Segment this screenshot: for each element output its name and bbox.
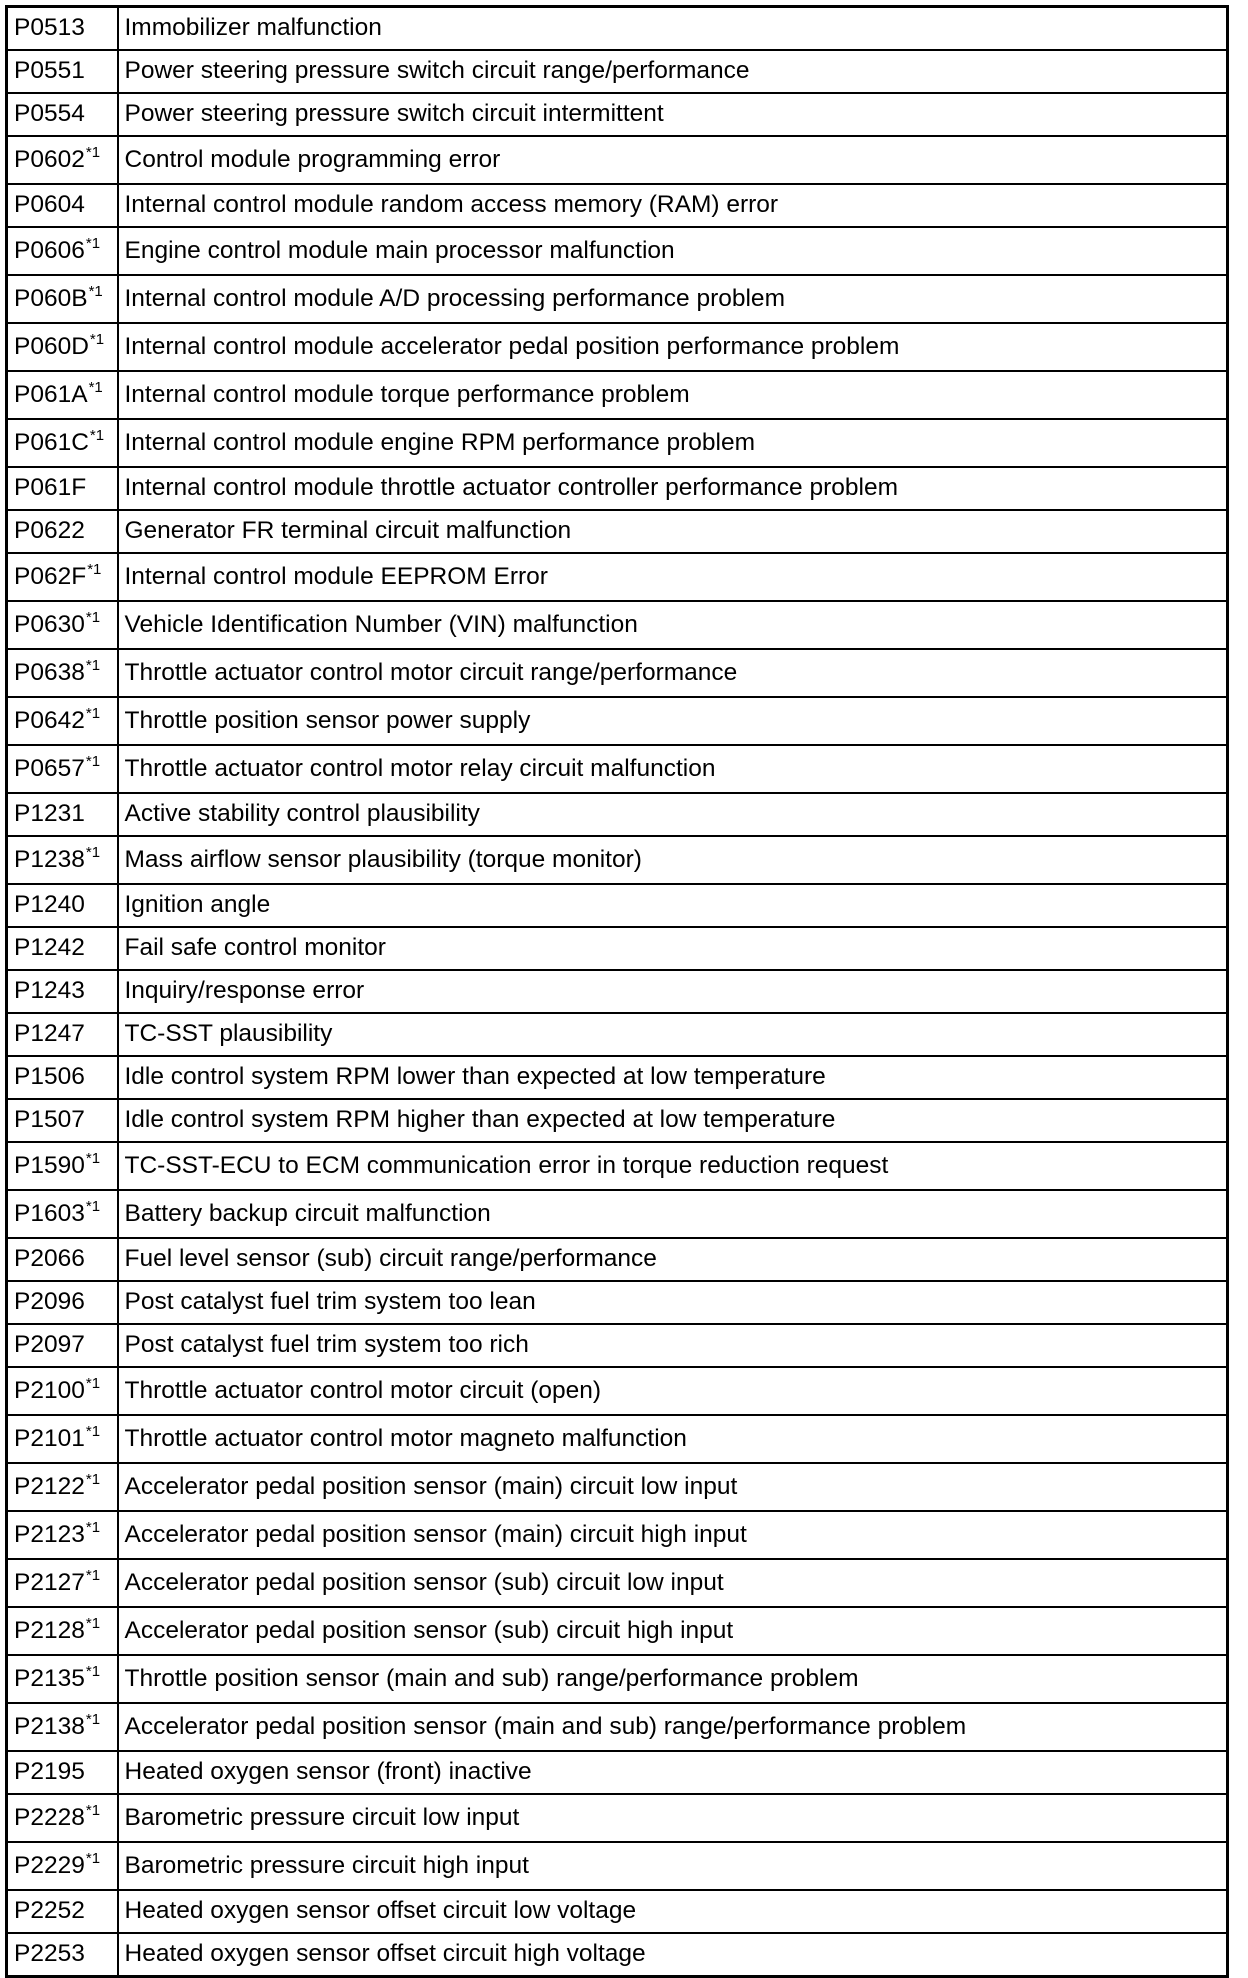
table-row <box>7 1238 1228 1281</box>
dtc-code: P2252 <box>14 1897 85 1925</box>
dtc-description: Internal control module torque performance problem <box>118 371 1228 419</box>
dtc-code-cell <box>7 1842 118 1890</box>
table-row <box>7 601 1228 649</box>
dtc-code: P0513 <box>14 14 85 42</box>
dtc-code-cell <box>7 50 118 93</box>
dtc-description: Barometric pressure circuit high input <box>118 1842 1228 1890</box>
dtc-code-cell <box>7 1190 118 1238</box>
table-row <box>7 745 1228 793</box>
dtc-description: Active stability control plausibility <box>118 793 1228 836</box>
dtc-description: TC-SST-ECU to ECM communication error in torque reduction request <box>118 1142 1228 1190</box>
table-row <box>7 1751 1228 1794</box>
dtc-description: Internal control module EEPROM Error <box>118 553 1228 601</box>
table-row <box>7 323 1228 371</box>
dtc-footnote-marker: *1 <box>85 656 101 674</box>
table-row <box>7 275 1228 323</box>
table-row <box>7 1511 1228 1559</box>
dtc-table-body <box>7 7 1228 1977</box>
table-row <box>7 467 1228 510</box>
dtc-code-cell <box>7 1794 118 1842</box>
dtc-code-cell <box>7 1324 118 1367</box>
table-row <box>7 93 1228 136</box>
dtc-description: Internal control module random access memory (RAM) error <box>118 184 1228 227</box>
dtc-code-cell <box>7 184 118 227</box>
table-row <box>7 836 1228 884</box>
dtc-footnote-marker: *1 <box>85 1374 101 1392</box>
table-row <box>7 649 1228 697</box>
dtc-code: P060B <box>14 284 88 312</box>
dtc-code: P0554 <box>14 100 85 128</box>
dtc-description: Idle control system RPM higher than expected at low temperature <box>118 1099 1228 1142</box>
dtc-description: Fuel level sensor (sub) circuit range/performance <box>118 1238 1228 1281</box>
table-row <box>7 510 1228 553</box>
dtc-description: Power steering pressure switch circuit range/performance <box>118 50 1228 93</box>
dtc-code: P0642 <box>14 706 85 734</box>
dtc-description: Post catalyst fuel trim system too lean <box>118 1281 1228 1324</box>
dtc-code-cell <box>7 697 118 745</box>
dtc-code: P2096 <box>14 1288 85 1316</box>
dtc-code: P1240 <box>14 891 85 919</box>
dtc-footnote-marker: *1 <box>85 234 101 252</box>
dtc-code-cell <box>7 649 118 697</box>
table-row <box>7 884 1228 927</box>
dtc-footnote-marker: *1 <box>85 1518 101 1536</box>
table-row <box>7 7 1228 51</box>
table-row <box>7 793 1228 836</box>
table-row <box>7 1890 1228 1933</box>
dtc-code-cell <box>7 553 118 601</box>
dtc-code: P2127 <box>14 1568 85 1596</box>
dtc-footnote-marker: *1 <box>85 843 101 861</box>
table-row <box>7 1607 1228 1655</box>
dtc-code: P2253 <box>14 1940 85 1968</box>
dtc-code: P1507 <box>14 1106 85 1134</box>
dtc-footnote-marker: *1 <box>85 608 101 626</box>
dtc-code: P0604 <box>14 191 85 219</box>
table-row <box>7 1933 1228 1977</box>
table-row <box>7 697 1228 745</box>
dtc-description: Heated oxygen sensor offset circuit low voltage <box>118 1890 1228 1933</box>
table-row <box>7 1842 1228 1890</box>
dtc-code-cell <box>7 1890 118 1933</box>
dtc-description: TC-SST plausibility <box>118 1013 1228 1056</box>
table-row <box>7 1703 1228 1751</box>
dtc-code-cell <box>7 1655 118 1703</box>
dtc-code-cell <box>7 323 118 371</box>
table-row <box>7 553 1228 601</box>
dtc-code-cell <box>7 1607 118 1655</box>
dtc-code: P2101 <box>14 1424 85 1452</box>
dtc-code: P0551 <box>14 57 85 85</box>
dtc-code-cell <box>7 93 118 136</box>
dtc-code: P060D <box>14 332 89 360</box>
dtc-code-cell <box>7 1463 118 1511</box>
dtc-footnote-marker: *1 <box>85 752 101 770</box>
table-row <box>7 136 1228 184</box>
table-row <box>7 50 1228 93</box>
dtc-description: Accelerator pedal position sensor (main and sub) range/performance problem <box>118 1703 1228 1751</box>
dtc-description: Accelerator pedal position sensor (main) circuit low input <box>118 1463 1228 1511</box>
dtc-footnote-marker: *1 <box>85 704 101 722</box>
table-row <box>7 184 1228 227</box>
dtc-code: P2100 <box>14 1376 85 1404</box>
dtc-footnote-marker: *1 <box>87 560 102 578</box>
dtc-footnote-marker: *1 <box>85 1197 101 1215</box>
dtc-code: P1238 <box>14 845 85 873</box>
dtc-table <box>5 5 1229 1978</box>
table-row <box>7 1367 1228 1415</box>
dtc-description: Throttle position sensor power supply <box>118 697 1228 745</box>
dtc-code: P2135 <box>14 1664 85 1692</box>
dtc-description: Idle control system RPM lower than expected at low temperature <box>118 1056 1228 1099</box>
dtc-code: P1590 <box>14 1151 85 1179</box>
dtc-description: Generator FR terminal circuit malfunction <box>118 510 1228 553</box>
dtc-code: P1506 <box>14 1063 85 1091</box>
dtc-code-cell <box>7 927 118 970</box>
dtc-code-cell <box>7 1933 118 1977</box>
dtc-description: Inquiry/response error <box>118 970 1228 1013</box>
dtc-code-cell <box>7 1703 118 1751</box>
dtc-description: Engine control module main processor malfunction <box>118 227 1228 275</box>
table-row <box>7 1655 1228 1703</box>
dtc-code: P0630 <box>14 610 85 638</box>
dtc-code: P0606 <box>14 236 85 264</box>
dtc-code: P0622 <box>14 517 85 545</box>
dtc-description: Control module programming error <box>118 136 1228 184</box>
dtc-code-cell <box>7 227 118 275</box>
dtc-description: Throttle actuator control motor circuit (open) <box>118 1367 1228 1415</box>
dtc-code: P0638 <box>14 658 85 686</box>
dtc-description: Throttle actuator control motor magneto malfunction <box>118 1415 1228 1463</box>
dtc-description: Fail safe control monitor <box>118 927 1228 970</box>
dtc-code-cell <box>7 1056 118 1099</box>
dtc-code: P1243 <box>14 977 85 1005</box>
table-row <box>7 1099 1228 1142</box>
dtc-footnote-marker: *1 <box>85 1149 101 1167</box>
dtc-code: P0602 <box>14 145 85 173</box>
dtc-code: P2066 <box>14 1245 85 1273</box>
dtc-code-cell <box>7 601 118 649</box>
dtc-description: Post catalyst fuel trim system too rich <box>118 1324 1228 1367</box>
table-row <box>7 1056 1228 1099</box>
dtc-description: Internal control module throttle actuator controller performance problem <box>118 467 1228 510</box>
dtc-code-cell <box>7 467 118 510</box>
table-row <box>7 1324 1228 1367</box>
dtc-description: Heated oxygen sensor offset circuit high voltage <box>118 1933 1228 1977</box>
dtc-code: P2138 <box>14 1712 85 1740</box>
dtc-code-cell <box>7 1511 118 1559</box>
dtc-code-cell <box>7 1367 118 1415</box>
dtc-description: Throttle actuator control motor circuit range/performance <box>118 649 1228 697</box>
dtc-description: Accelerator pedal position sensor (sub) circuit high input <box>118 1607 1228 1655</box>
dtc-footnote-marker: *1 <box>85 1801 101 1819</box>
table-row <box>7 419 1228 467</box>
dtc-code: P2195 <box>14 1758 85 1786</box>
dtc-code-cell <box>7 1099 118 1142</box>
dtc-code: P1231 <box>14 800 85 828</box>
table-row <box>7 1794 1228 1842</box>
table-row <box>7 1463 1228 1511</box>
dtc-footnote-marker: *1 <box>85 1710 101 1728</box>
dtc-footnote-marker: *1 <box>88 282 103 300</box>
dtc-code: P062F <box>14 562 87 590</box>
dtc-code-cell <box>7 275 118 323</box>
dtc-description: Throttle position sensor (main and sub) range/performance problem <box>118 1655 1228 1703</box>
dtc-code-cell <box>7 510 118 553</box>
dtc-code-cell <box>7 371 118 419</box>
dtc-footnote-marker: *1 <box>85 1662 101 1680</box>
dtc-footnote-marker: *1 <box>85 1566 101 1584</box>
table-row <box>7 970 1228 1013</box>
dtc-description: Heated oxygen sensor (front) inactive <box>118 1751 1228 1794</box>
table-row <box>7 1281 1228 1324</box>
dtc-footnote-marker: *1 <box>85 1422 101 1440</box>
table-row <box>7 371 1228 419</box>
dtc-footnote-marker: *1 <box>89 426 105 444</box>
dtc-footnote-marker: *1 <box>85 1614 101 1632</box>
dtc-code-cell <box>7 1142 118 1190</box>
dtc-code: P061F <box>14 474 87 502</box>
dtc-code: P061C <box>14 428 89 456</box>
dtc-description: Throttle actuator control motor relay circuit malfunction <box>118 745 1228 793</box>
dtc-code: P1247 <box>14 1020 85 1048</box>
dtc-description: Immobilizer malfunction <box>118 7 1228 51</box>
dtc-code-cell <box>7 7 118 51</box>
dtc-description: Vehicle Identification Number (VIN) malfunction <box>118 601 1228 649</box>
dtc-code: P1603 <box>14 1199 85 1227</box>
table-row <box>7 1013 1228 1056</box>
dtc-code: P2097 <box>14 1331 85 1359</box>
dtc-description: Internal control module accelerator pedal position performance problem <box>118 323 1228 371</box>
dtc-code: P2122 <box>14 1472 85 1500</box>
dtc-code: P061A <box>14 380 88 408</box>
dtc-description: Power steering pressure switch circuit intermittent <box>118 93 1228 136</box>
dtc-code-cell <box>7 1559 118 1607</box>
dtc-code: P0657 <box>14 754 85 782</box>
dtc-description: Battery backup circuit malfunction <box>118 1190 1228 1238</box>
dtc-code-cell <box>7 793 118 836</box>
dtc-description: Internal control module engine RPM performance problem <box>118 419 1228 467</box>
dtc-code-cell <box>7 836 118 884</box>
dtc-description: Internal control module A/D processing performance problem <box>118 275 1228 323</box>
dtc-code-cell <box>7 1281 118 1324</box>
dtc-description: Ignition angle <box>118 884 1228 927</box>
dtc-code: P2229 <box>14 1851 85 1879</box>
dtc-footnote-marker: *1 <box>88 378 103 396</box>
dtc-description: Accelerator pedal position sensor (main) circuit high input <box>118 1511 1228 1559</box>
dtc-description: Barometric pressure circuit low input <box>118 1794 1228 1842</box>
dtc-code-cell <box>7 1238 118 1281</box>
dtc-code: P2123 <box>14 1520 85 1548</box>
dtc-code-cell <box>7 745 118 793</box>
table-row <box>7 1415 1228 1463</box>
dtc-code-cell <box>7 419 118 467</box>
dtc-code-cell <box>7 884 118 927</box>
table-row <box>7 227 1228 275</box>
dtc-description: Mass airflow sensor plausibility (torque monitor) <box>118 836 1228 884</box>
dtc-footnote-marker: *1 <box>85 1470 101 1488</box>
dtc-code: P2128 <box>14 1616 85 1644</box>
dtc-code-cell <box>7 1013 118 1056</box>
dtc-code-cell <box>7 136 118 184</box>
table-row <box>7 927 1228 970</box>
dtc-footnote-marker: *1 <box>85 1849 101 1867</box>
table-row <box>7 1142 1228 1190</box>
dtc-code-cell <box>7 970 118 1013</box>
table-row <box>7 1190 1228 1238</box>
dtc-description: Accelerator pedal position sensor (sub) circuit low input <box>118 1559 1228 1607</box>
dtc-footnote-marker: *1 <box>85 143 101 161</box>
dtc-code: P2228 <box>14 1803 85 1831</box>
dtc-code-cell <box>7 1751 118 1794</box>
table-row <box>7 1559 1228 1607</box>
dtc-code: P1242 <box>14 934 85 962</box>
dtc-code-cell <box>7 1415 118 1463</box>
dtc-footnote-marker: *1 <box>89 330 105 348</box>
